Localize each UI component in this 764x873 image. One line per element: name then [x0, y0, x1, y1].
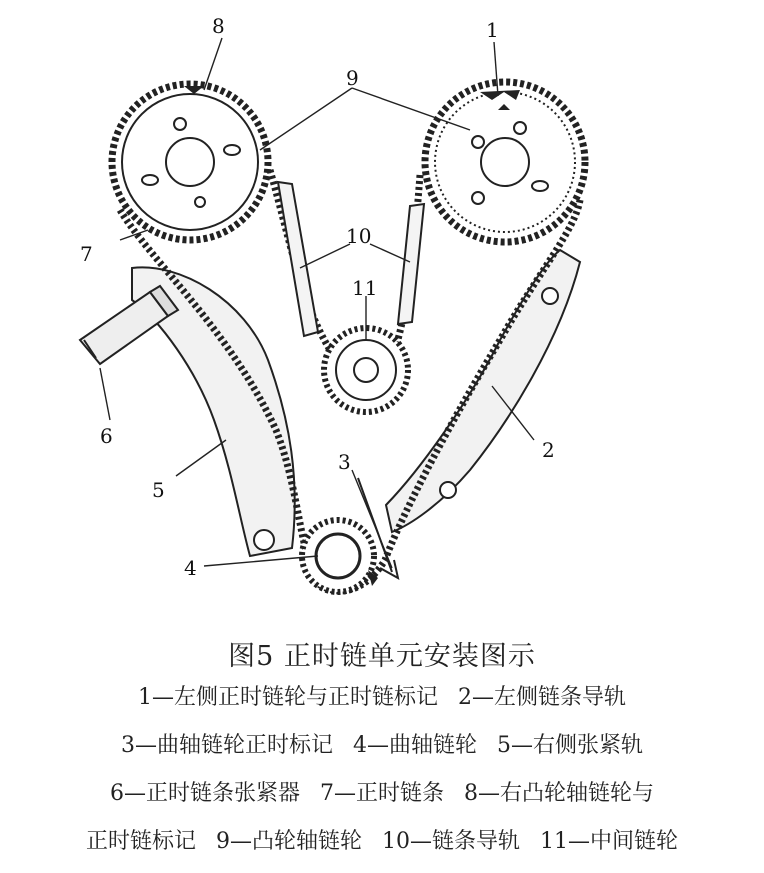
legend-item: 8—右凸轮轴链轮与 [464, 781, 654, 806]
callout-2: 2 [542, 438, 555, 462]
legend-item: 2—左侧链条导轨 [458, 685, 626, 710]
callout-6: 6 [100, 424, 113, 448]
legend-item: 10—链条导轨 [382, 829, 520, 854]
idler-sprocket [324, 328, 408, 412]
figure-caption-title: 图5 正时链单元安装图示 [228, 641, 536, 672]
callout-1: 1 [486, 18, 499, 42]
legend-line-1 [0, 680, 764, 711]
legend-line-2 [0, 728, 764, 759]
callout-9: 9 [346, 66, 359, 90]
legend-item: 正时链标记 [85, 829, 196, 854]
callout-7: 7 [80, 242, 93, 266]
legend-item: 3—曲轴链轮正时标记 [121, 733, 333, 758]
legend-item: 6—正时链条张紧器 [110, 781, 300, 806]
left-camshaft-sprocket [425, 82, 585, 242]
legend-item: 5—右侧张紧轨 [497, 733, 643, 758]
right-camshaft-sprocket [112, 84, 268, 240]
legend-line-3 [0, 776, 764, 807]
callout-5: 5 [152, 478, 165, 502]
legend-item: 9—凸轮轴链轮 [216, 829, 362, 854]
rail-pivot [254, 530, 274, 550]
legend-line-4 [0, 824, 764, 855]
guide-bolt [542, 288, 558, 304]
chain-guide-rail [278, 182, 318, 336]
callout-11: 11 [352, 276, 378, 300]
legend-item: 7—正时链条 [320, 781, 444, 806]
callout-10: 10 [346, 224, 372, 248]
chain-guide-rail [398, 204, 424, 324]
legend-item: 1—左侧正时链轮与正时链标记 [138, 685, 438, 710]
callout-4: 4 [184, 556, 197, 580]
guide-bolt [440, 482, 456, 498]
legend-item: 11—中间链轮 [540, 829, 678, 854]
callout-3: 3 [338, 450, 351, 474]
legend-item: 4—曲轴链轮 [353, 733, 477, 758]
callout-8: 8 [212, 14, 225, 38]
